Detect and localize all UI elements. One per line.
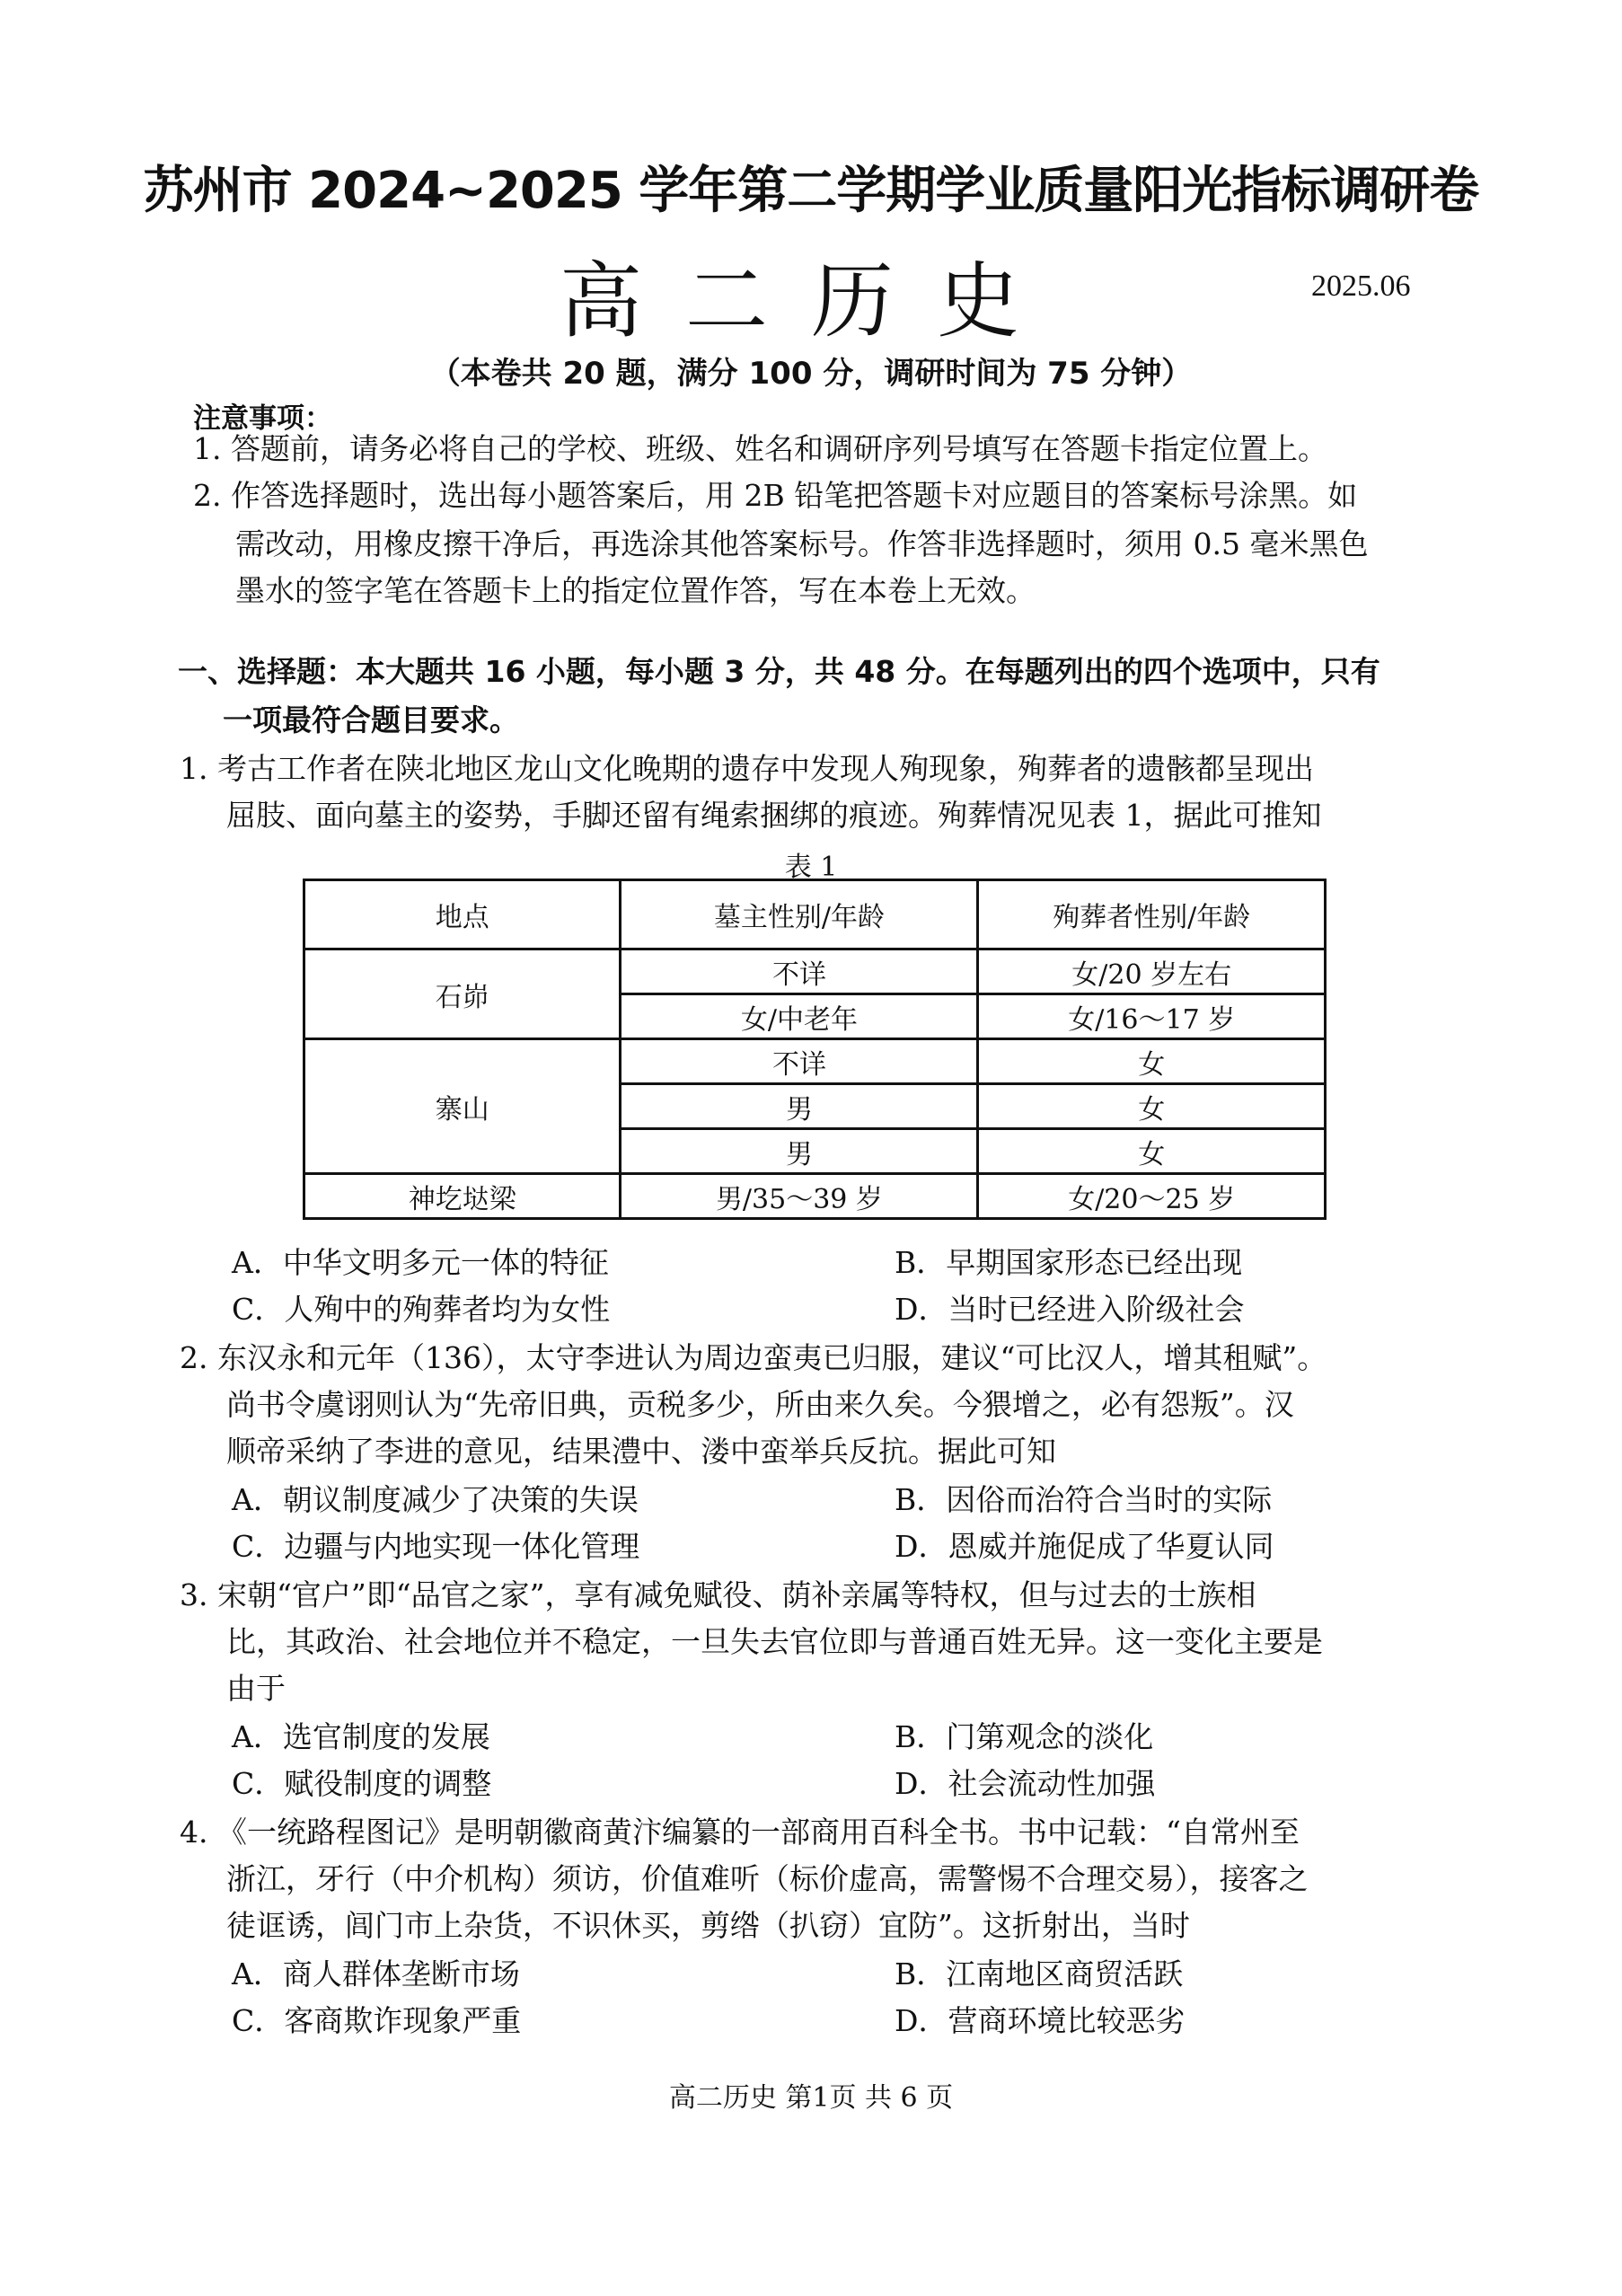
q3-option-d: D．社会流动性加强 — [895, 1766, 1156, 1801]
q3-option-c: C．赋役制度的调整 — [232, 1766, 492, 1801]
question-2-line-2: 尚书令虞诩则认为“先帝旧典，贡税多少，所由来久矣。今猥增之，必有怨叛”。汉 — [226, 1387, 1294, 1422]
table-header: 墓主性别/年龄 — [621, 880, 978, 949]
table-cell: 女/20～25 岁 — [978, 1174, 1326, 1219]
question-3-line-2: 比，其政治、社会地位并不稳定，一旦失去官位即与普通百姓无异。这一变化主要是 — [226, 1624, 1323, 1659]
notice-heading: 注意事项： — [193, 402, 332, 435]
table-cell: 女 — [978, 1039, 1326, 1084]
q2-option-c: C．边疆与内地实现一体化管理 — [232, 1529, 640, 1564]
section-heading-line-2: 一项最符合题目要求。 — [223, 702, 519, 737]
table-cell: 女/中老年 — [621, 994, 978, 1039]
q1-option-b: B．早期国家形态已经出现 — [895, 1245, 1243, 1280]
table-cell: 男 — [621, 1084, 978, 1129]
q4-option-b: B．江南地区商贸活跃 — [895, 1956, 1184, 1991]
table-cell: 女/20 岁左右 — [978, 949, 1326, 994]
table-row — [304, 1174, 1326, 1219]
table-cell: 男/35～39 岁 — [621, 1174, 978, 1219]
table-header-row — [304, 880, 1326, 949]
section-heading: 一、选择题：本大题共 16 小题，每小题 3 分，共 48 分。在每题列出的四个选项中，只有 — [178, 654, 1380, 689]
subject-title: 高二历史 — [559, 253, 1062, 349]
table-header: 殉葬者性别/年龄 — [978, 880, 1326, 949]
table-cell-site: 寨山 — [304, 1039, 621, 1174]
table-caption: 表 1 — [784, 852, 838, 883]
notice-item-2: 2. 作答选择题时，选出每小题答案后，用 2B 铅笔把答题卡对应题目的答案标号涂黑。如 — [193, 478, 1358, 513]
notice-item-2-line-3: 墨水的签字笔在答题卡上的指定位置作答，写在本卷上无效。 — [235, 573, 1036, 608]
burial-table — [303, 879, 1327, 1220]
table-cell: 不详 — [621, 949, 978, 994]
question-3: 3. 宋朝“官户”即“品官之家”，享有减免赋役、荫补亲属等特权，但与过去的士族相 — [180, 1577, 1256, 1612]
table-cell: 女 — [978, 1084, 1326, 1129]
question-1: 1. 考古工作者在陕北地区龙山文化晚期的遗存中发现人殉现象，殉葬者的遗骸都呈现出 — [180, 751, 1314, 786]
page-footer: 高二历史 第1页 共 6 页 — [668, 2082, 954, 2114]
notice-item-2-line-2: 需改动，用橡皮擦干净后，再选涂其他答案标号。作答非选择题时，须用 0.5 毫米黑色 — [235, 526, 1369, 561]
q4-option-c: C．客商欺诈现象严重 — [232, 2003, 522, 2038]
question-4: 4. 《一统路程图记》是明朝徽商黄汴编纂的一部商用百科全书。书中记载：“自常州至 — [180, 1815, 1300, 1850]
question-4-line-3: 徒诓诱，闾门市上杂货，不识休买，剪绺（扒窃）宜防”。这折射出，当时 — [226, 1908, 1190, 1943]
q2-option-b: B．因俗而治符合当时的实际 — [895, 1482, 1273, 1517]
q2-option-d: D．恩威并施促成了华夏认同 — [895, 1529, 1274, 1564]
table-cell: 不详 — [621, 1039, 978, 1084]
q4-option-d: D．营商环境比较恶劣 — [895, 2003, 1186, 2038]
table-cell: 女/16～17 岁 — [978, 994, 1326, 1039]
question-3-line-3: 由于 — [226, 1671, 286, 1706]
table-row — [304, 949, 1326, 994]
q1-option-a: A．中华文明多元一体的特征 — [232, 1245, 609, 1280]
q1-option-c: C．人殉中的殉葬者均为女性 — [232, 1292, 611, 1327]
question-1-line-2: 屈肢、面向墓主的姿势，手脚还留有绳索捆绑的痕迹。殉葬情况见表 1，据此可推知 — [226, 798, 1322, 833]
question-2-line-3: 顺帝采纳了李进的意见，结果澧中、溇中蛮举兵反抗。据此可知 — [226, 1434, 1056, 1469]
q3-option-b: B．门第观念的淡化 — [895, 1719, 1154, 1754]
exam-date: 2025.06 — [1311, 269, 1411, 303]
question-2: 2. 东汉永和元年（136），太守李进认为周边蛮夷已归服，建议“可比汉人，增其租赋”。 — [180, 1340, 1327, 1375]
table-cell: 男 — [621, 1129, 978, 1174]
table-cell-site: 神圪垯梁 — [304, 1174, 621, 1219]
question-4-line-2: 浙江，牙行（中介机构）须访，价值难听（标价虚高，需警惕不合理交易），接客之 — [226, 1861, 1309, 1896]
q3-option-a: A．选官制度的发展 — [232, 1719, 490, 1754]
exam-title: 苏州市 2024~2025 学年第二学期学业质量阳光指标调研卷 — [143, 162, 1479, 220]
table-cell: 女 — [978, 1129, 1326, 1174]
table-row — [304, 1039, 1326, 1084]
exam-info: （本卷共 20 题，满分 100 分，调研时间为 75 分钟） — [429, 356, 1193, 392]
table-header: 地点 — [304, 880, 621, 949]
table-cell-site: 石峁 — [304, 949, 621, 1039]
q4-option-a: A．商人群体垄断市场 — [232, 1956, 520, 1991]
q2-option-a: A．朝议制度减少了决策的失误 — [232, 1482, 639, 1517]
q1-option-d: D．当时已经进入阶级社会 — [895, 1292, 1245, 1327]
notice-item-1: 1. 答题前，请务必将自己的学校、班级、姓名和调研序列号填写在答题卡指定位置上。 — [193, 431, 1327, 466]
